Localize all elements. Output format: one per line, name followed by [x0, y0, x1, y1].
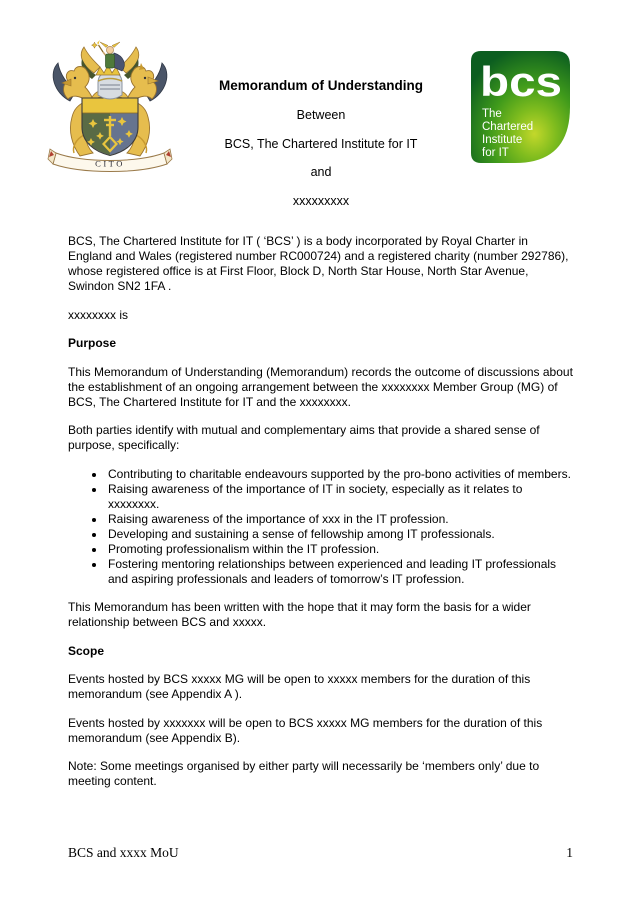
paragraph-incorporation: BCS, The Chartered Institute for IT ( ‘BCS’ ) is a body incorporated by Royal Charter in England and Wales (registered number RC000724) and a registered charity (number 292786), whose registered office is at First Floor, Block D, North Star House, North Star Avenue, Swindon SN2 1FA .: [68, 234, 569, 293]
logo-wordmark: bcs: [480, 58, 562, 105]
bcs-logo: [471, 51, 570, 163]
aims-list: [68, 467, 574, 587]
crest-motto-text: CITO: [95, 158, 125, 169]
logo-tagline-line: for IT: [482, 147, 509, 159]
page-footer: [68, 845, 573, 861]
header-between: Between: [296, 107, 346, 122]
heading-scope: Scope: [68, 643, 105, 658]
aim-item: • Fostering mentoring relationships between experienced and leading IT professionals and aspiring professionals and leaders of tomorrow’s IT profession.: [106, 557, 574, 587]
footer-title: BCS and xxxx MoU: [68, 845, 179, 860]
header-party-redacted: xxxxxxxxx: [292, 194, 350, 209]
paragraph-aims-intro: Both parties identify with mutual and complementary aims that provide a shared sense of purpose, specifically:: [68, 423, 540, 452]
paragraph-note: Note: Some meetings organised by either party will necessarily be ‘members only’ due to meeting content.: [68, 759, 540, 788]
paragraph-purpose: This Memorandum of Understanding (Memorandum) records the outcome of discussions about the establishment of an ongoing arrangement between the xxxxxxxx Member Group (MG) of BCS, The Chartered Institute for IT and the xxxxxxxx.: [68, 364, 573, 409]
paragraph-wider-relationship: This Memorandum has been written with the hope that it may form the basis for a wider relationship between BCS and xxxxx.: [68, 600, 531, 629]
aim-item: • Raising awareness of the importance of xxx in the IT profession.: [106, 512, 574, 527]
page-number: 1: [566, 845, 573, 860]
header-party-bcs: BCS, The Chartered Institute for IT: [224, 136, 418, 151]
aim-item: • Raising awareness of the importance of IT in society, especially as it relates to xxxxxxxx.: [106, 482, 574, 512]
logo-tagline-line: Chartered: [482, 121, 534, 133]
aim-item: • Developing and sustaining a sense of fellowship among IT professionals.: [106, 527, 574, 542]
document-body: [68, 234, 574, 803]
heading-purpose: Purpose: [68, 336, 117, 350]
doc-title: Memorandum of Understanding: [218, 78, 423, 93]
paragraph-party-is: xxxxxxxx is: [68, 307, 128, 322]
paragraph-events-partner: Events hosted by xxxxxxx will be open to BCS xxxxx MG members for the duration of this memorandum (see Appendix B).: [68, 715, 543, 745]
logo-tagline-line: The: [482, 108, 502, 120]
paragraph-events-bcs: Events hosted by BCS xxxxx MG will be open to xxxxx members for the duration of this memorandum (see Appendix A ).: [68, 672, 531, 701]
aim-item: • Promoting professionalism within the IT profession.: [106, 542, 574, 557]
aim-item: • Contributing to charitable endeavours supported by the pro-bono activities of members.: [106, 467, 574, 482]
header-and: and: [310, 165, 332, 180]
logo-tagline-line: Institute: [482, 134, 523, 146]
